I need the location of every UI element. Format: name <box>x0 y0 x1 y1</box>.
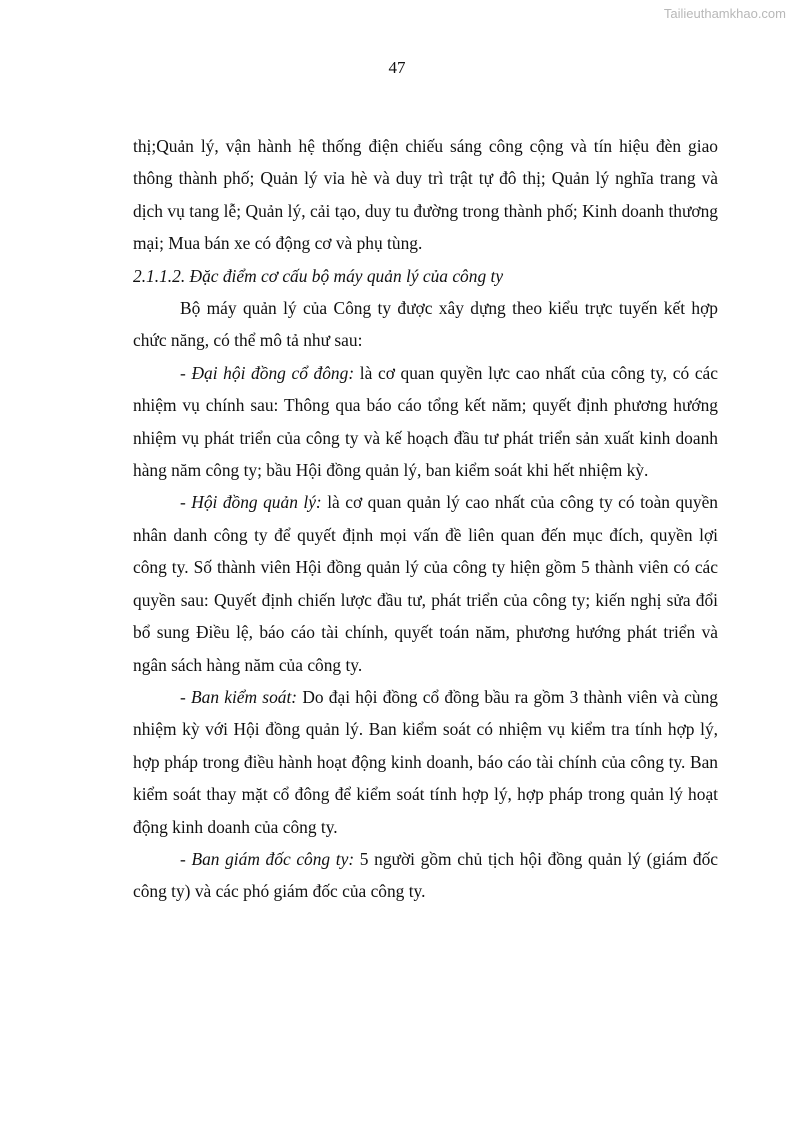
document-body <box>133 130 718 908</box>
term-description: là cơ quan quyền lực cao nhất của công ty, có các nhiệm vụ chính sau: Thông qua báo cáo tổng kết năm; quyết định phương hướng nhiệm vụ phát triển của công ty và kế hoạch đầu tư phát triển sản xuất kinh doanh hàng năm công ty; bầu Hội đồng quản lý, ban kiểm soát khi hết nhiệm kỳ. <box>133 362 718 481</box>
term-label: - Hội đồng quản lý: <box>180 492 322 513</box>
term-description: Do đại hội đồng cổ đồng bầu ra gồm 3 thành viên và cùng nhiệm kỳ với Hội đồng quản lý. Ban kiểm soát có nhiệm vụ kiểm tra tính hợp lý, hợp pháp trong điều hành hoạt động kinh doanh, báo cáo tài chính của công ty. Ban kiểm soát thay mặt cổ đông để kiểm soát tính hợp lý, hợp pháp trong quản lý hoạt động kinh doanh của công ty. <box>133 686 718 837</box>
paragraph-board <box>133 486 718 680</box>
term-label: - Ban giám đốc công ty: <box>180 848 355 869</box>
paragraph-supervisory <box>133 681 718 843</box>
paragraph-continuation: thị;Quản lý, vận hành hệ thống điện chiếu sáng công cộng và tín hiệu đèn giao thông thành phố; Quản lý vỉa hè và duy trì trật tự đô thị; Quản lý nghĩa trang và dịch vụ tang lễ; Quản lý, cải tạo, duy tu đường trong thành phố; Kinh doanh thương mại; Mua bán xe có động cơ và phụ tùng. <box>133 136 718 254</box>
term-description: là cơ quan quản lý cao nhất của công ty có toàn quyền nhân danh công ty để quyết định mọi vấn đề liên quan đến mục đích, quyền lợi công ty. Số thành viên Hội đồng quản lý của công ty hiện gồm 5 thành viên có các quyền sau: Quyết định chiến lược đầu tư, phát triển của công ty; kiến nghị sửa đổi bổ sung Điều lệ, báo cáo tài chính, quyết toán năm, phương hướng phát triển và ngân sách hàng năm của công ty. <box>133 492 718 675</box>
paragraph-directors <box>133 843 718 908</box>
term-description: 5 người gồm chủ tịch hội đồng quản lý (giám đốc công ty) và các phó giám đốc của công ty. <box>133 848 718 902</box>
paragraph-intro: Bộ máy quản lý của Công ty được xây dựng theo kiểu trực tuyến kết hợp chức năng, có thể mô tả như sau: <box>133 298 718 351</box>
page-number: 47 <box>388 58 406 77</box>
section-heading: 2.1.1.2. Đặc điểm cơ cấu bộ máy quản lý của công ty <box>133 265 504 286</box>
watermark: Tailieuthamkhao.com <box>663 6 786 21</box>
term-label: - Ban kiểm soát: <box>180 686 298 707</box>
paragraph-general-meeting <box>133 357 718 487</box>
term-label: - Đại hội đồng cổ đông: <box>180 362 355 383</box>
